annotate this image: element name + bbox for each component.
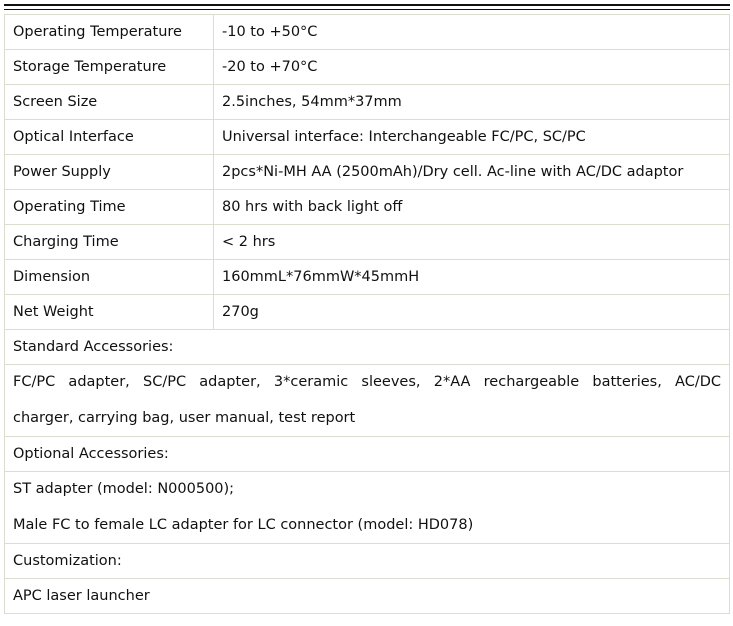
standard-accessories-heading: Standard Accessories: <box>5 330 730 365</box>
spec-value: 2pcs*Ni-MH AA (2500mAh)/Dry cell. Ac-line with AC/DC adaptor <box>214 155 730 190</box>
table-row <box>5 225 730 260</box>
optional-accessories-line-2: Male FC to female LC adapter for LC connector (model: HD078) <box>13 516 474 533</box>
spec-value: < 2 hrs <box>214 225 730 260</box>
section-content-row <box>5 365 730 437</box>
table-row <box>5 295 730 330</box>
section-heading-row <box>5 544 730 579</box>
section-heading-row <box>5 437 730 472</box>
spec-value: 80 hrs with back light off <box>214 190 730 225</box>
spec-value: 270g <box>214 295 730 330</box>
table-row <box>5 120 730 155</box>
spec-value: Universal interface: Interchangeable FC/PC, SC/PC <box>214 120 730 155</box>
spec-table <box>4 14 730 614</box>
table-row <box>5 260 730 295</box>
section-content-row <box>5 472 730 544</box>
spec-value: -20 to +70°C <box>214 50 730 85</box>
spec-label: Operating Temperature <box>5 15 214 50</box>
spec-label: Optical Interface <box>5 120 214 155</box>
standard-accessories-line-2: charger, carrying bag, user manual, test report <box>13 409 356 426</box>
spec-label: Dimension <box>5 260 214 295</box>
spec-value: 2.5inches, 54mm*37mm <box>214 85 730 120</box>
section-heading-row <box>5 330 730 365</box>
section-content-row <box>5 579 730 614</box>
spec-label: Charging Time <box>5 225 214 260</box>
spec-value: -10 to +50°C <box>214 15 730 50</box>
table-row <box>5 15 730 50</box>
spec-label: Power Supply <box>5 155 214 190</box>
table-row <box>5 50 730 85</box>
top-rule-thin <box>4 9 730 10</box>
spec-value: 160mmL*76mmW*45mmH <box>214 260 730 295</box>
table-row <box>5 155 730 190</box>
customization-heading: Customization: <box>5 544 730 579</box>
optional-accessories-list <box>5 472 730 544</box>
optional-accessories-heading: Optional Accessories: <box>5 437 730 472</box>
table-row <box>5 85 730 120</box>
table-row <box>5 190 730 225</box>
standard-accessories-list <box>5 365 730 437</box>
spec-label: Storage Temperature <box>5 50 214 85</box>
spec-label: Screen Size <box>5 85 214 120</box>
top-rule-thick <box>4 4 730 6</box>
optional-accessories-line-1: ST adapter (model: N000500); <box>13 481 235 497</box>
customization-value: APC laser launcher <box>5 579 730 614</box>
spec-label: Net Weight <box>5 295 214 330</box>
spec-label: Operating Time <box>5 190 214 225</box>
standard-accessories-line-1: FC/PC adapter, SC/PC adapter, 3*ceramic sleeves, 2*AA rechargeable batteries, AC/DC <box>13 374 721 390</box>
